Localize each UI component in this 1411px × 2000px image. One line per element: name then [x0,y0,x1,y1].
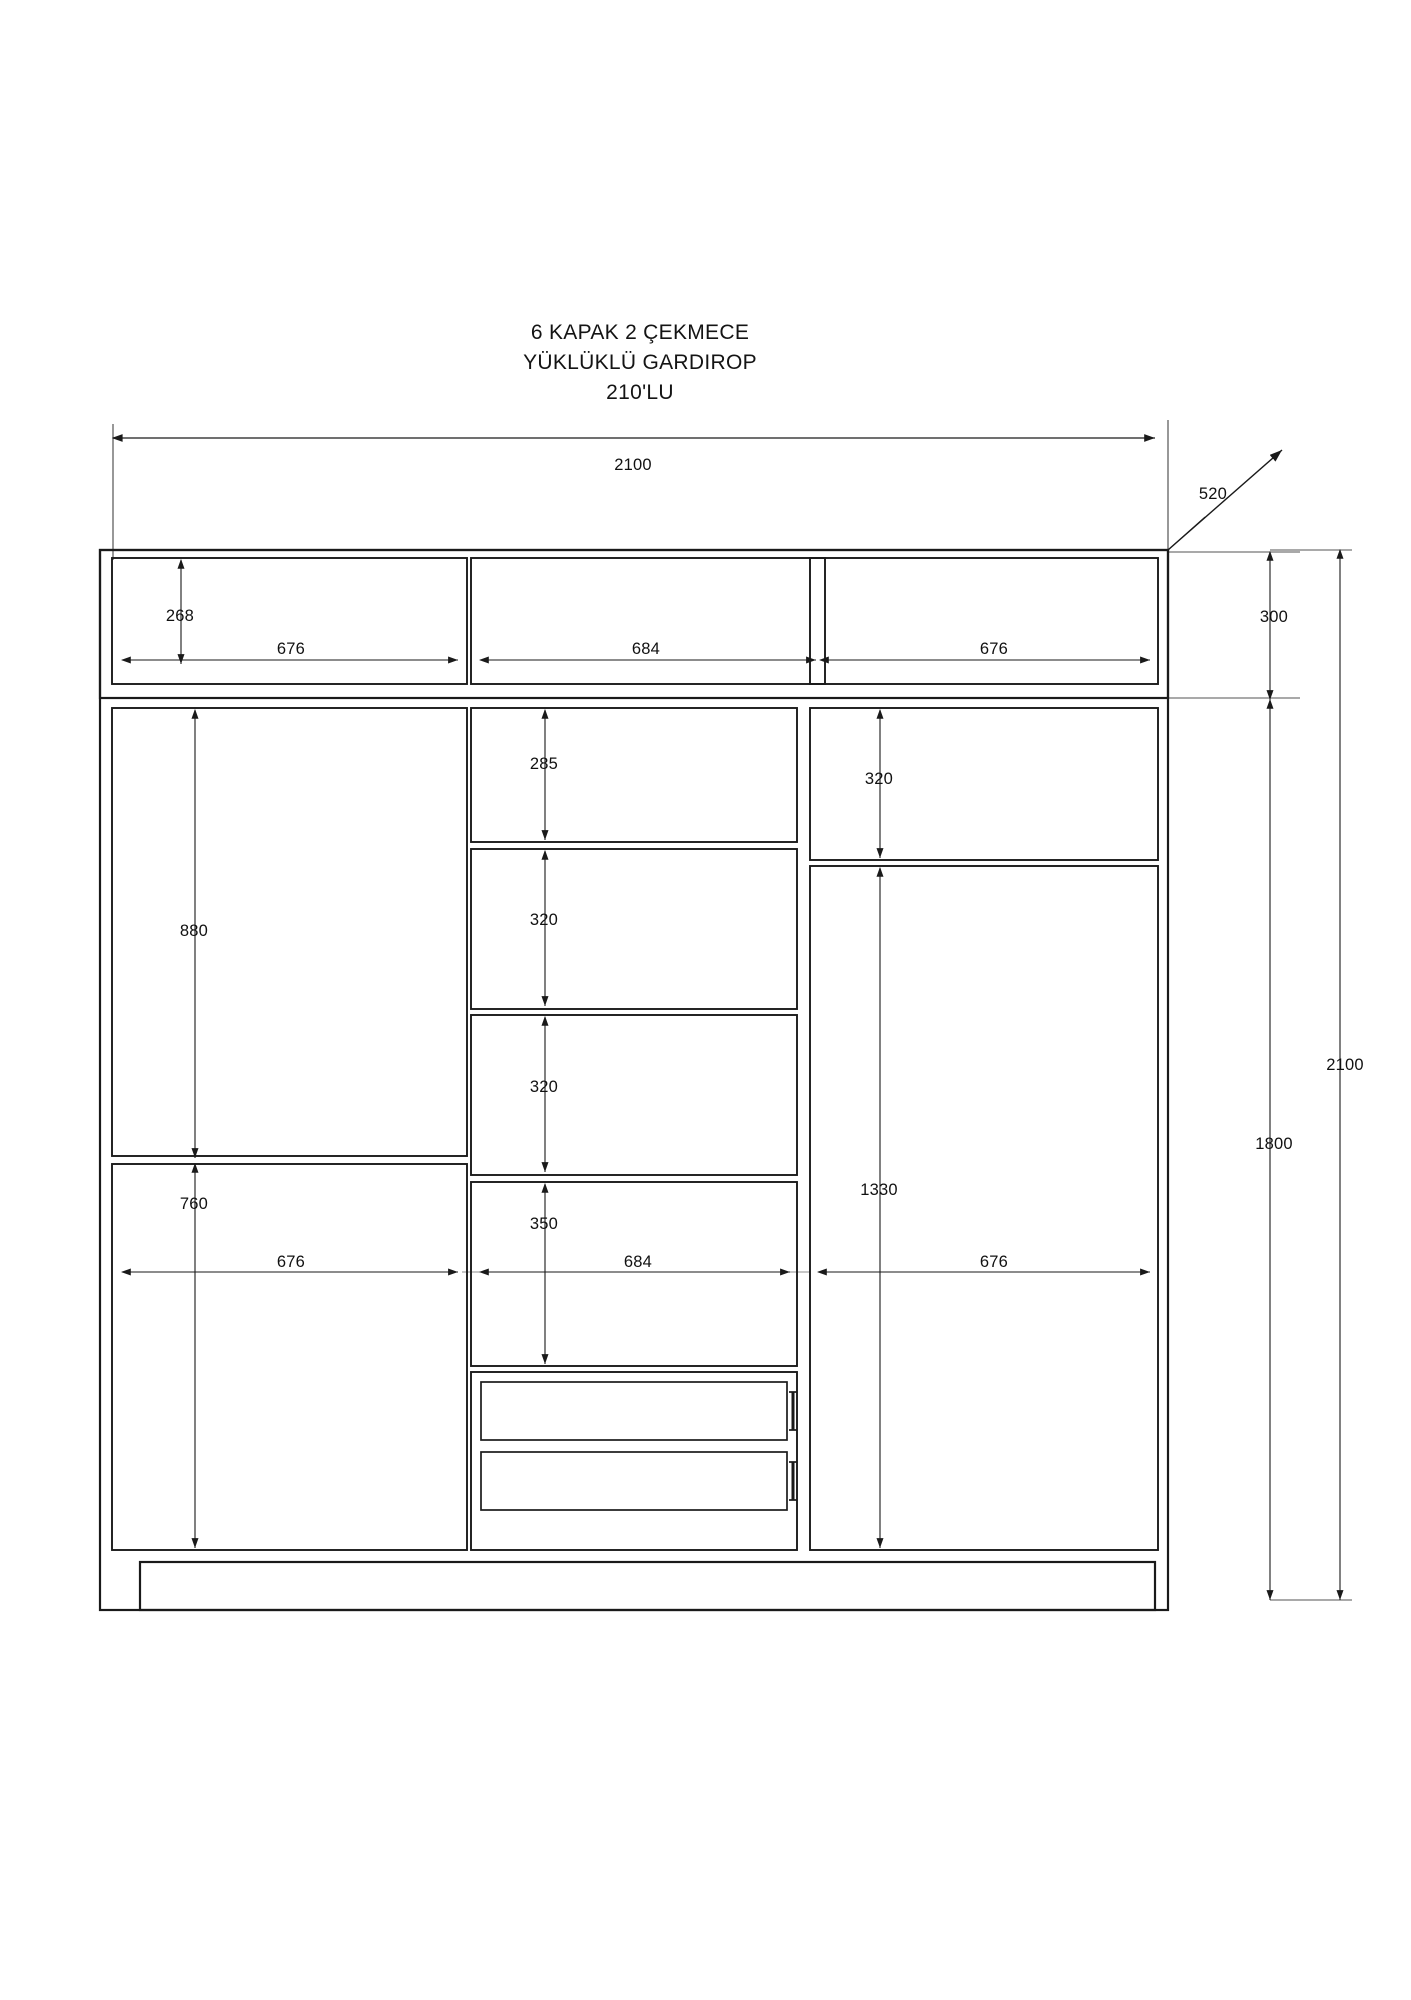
label-top-door-height: 268 [165,607,195,625]
label-left-upper-height: 880 [179,922,209,940]
drawer-bottom [481,1452,787,1510]
label-top-unit-height: 300 [1259,608,1289,626]
right-door-lower [810,866,1158,1550]
label-mid-door-width: 684 [623,1253,653,1271]
cabinet-outer-body [100,550,1168,1610]
label-right-lower-height: 1330 [860,1181,898,1199]
label-right-upper-height: 320 [864,770,894,788]
label-overall-height: 2100 [1326,1056,1364,1074]
label-left-lower-height: 760 [179,1195,209,1213]
middle-column-group [471,708,797,1550]
top-doors-group [112,558,1158,684]
title-line-3: 210'LU [606,381,674,404]
right-column-group [810,708,1158,1550]
label-top-mid-door-width: 684 [631,640,661,658]
top-door-middle [471,558,825,684]
label-mid-shelf-4: 350 [529,1215,559,1233]
label-overall-width: 2100 [614,456,652,474]
middle-drawer-zone [471,1372,797,1550]
label-depth: 520 [1198,485,1228,503]
label-top-left-door-width: 676 [276,640,306,658]
label-body-height: 1800 [1255,1135,1293,1153]
label-top-right-door-width: 676 [979,640,1009,658]
drawers-group [481,1382,797,1510]
middle-shelf-1 [471,708,797,842]
middle-shelf-3 [471,1015,797,1175]
left-door-upper [112,708,467,1156]
left-column-group [112,708,467,1550]
label-mid-shelf-2: 320 [529,911,559,929]
middle-shelf-4 [471,1182,797,1366]
left-door-lower [112,1164,467,1550]
label-mid-shelf-1: 285 [529,755,559,773]
drawer-top [481,1382,787,1440]
title-line-1: 6 KAPAK 2 ÇEKMECE [530,321,750,344]
dim-overall-width [113,420,1168,560]
dim-overall-height [1270,550,1352,1600]
label-left-door-width: 676 [276,1253,306,1271]
top-door-right [810,558,1158,684]
label-mid-shelf-3: 320 [529,1078,559,1096]
right-upper-shelf [810,708,1158,860]
title-line-2: YÜKLÜKLÜ GARDIROP [523,351,757,374]
label-right-door-width: 676 [979,1253,1009,1271]
middle-shelf-2 [471,849,797,1009]
